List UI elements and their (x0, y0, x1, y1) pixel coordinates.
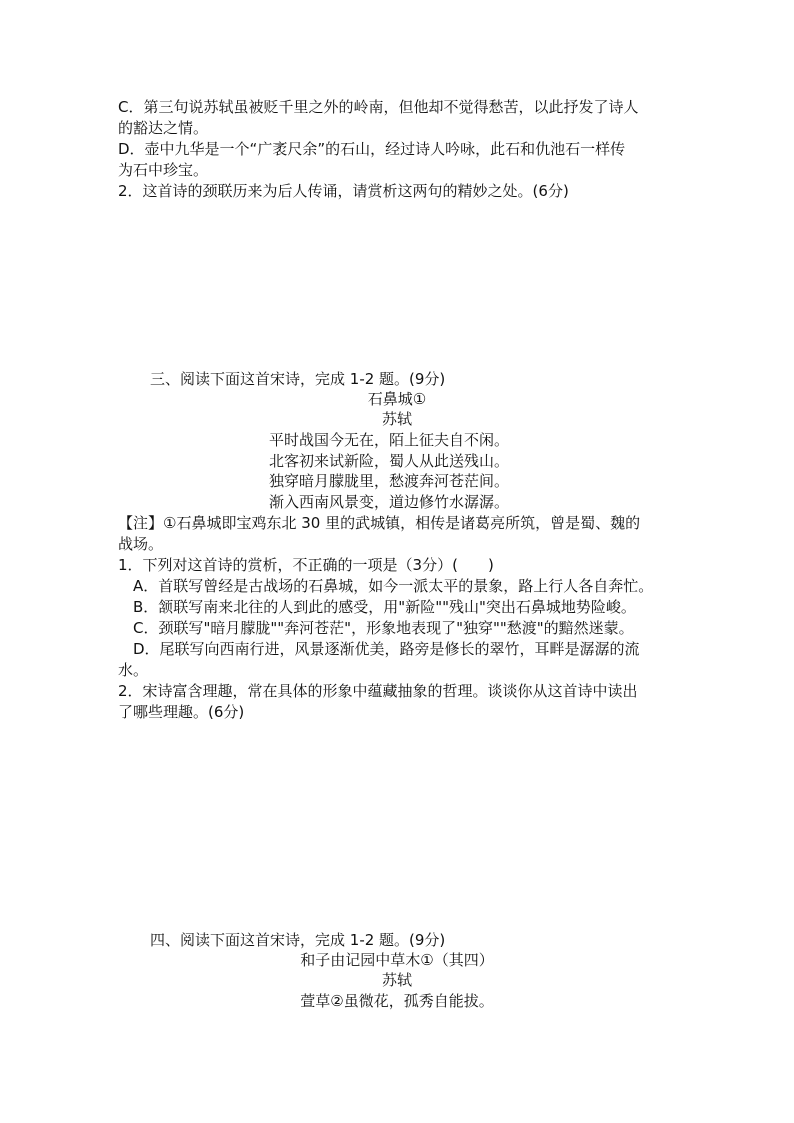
option-d-line-2: 水。 (118, 661, 149, 679)
option-d-line-1: D．壶中九华是一个“广袤尺余”的石山，经过诗人吟咏，此石和仇池石一样传 (118, 140, 626, 158)
option-d-line-1: D．尾联写向西南行进，风景逐渐优美，路旁是修长的翠竹，耳畔是潺潺的流 (133, 640, 640, 658)
annotation-note-line-1: 【注】①石鼻城即宝鸡东北 30 里的武城镇，相传是诸葛亮所筑，曾是蜀、魏的 (118, 514, 641, 532)
question-1-stem: 1．下列对这首诗的赏析，不正确的一项是（3分）( ) (118, 556, 494, 574)
poem-line-2: 北客初来试新险，蜀人从此送残山。 (269, 452, 510, 470)
option-c-line-1: C．第三句说苏轼虽被贬千里之外的岭南，但他却不觉得愁苦，以此抒发了诗人 (118, 98, 639, 116)
option-a: A．首联写曾经是古战场的石鼻城，如今一派太平的景象，路上行人各自奔忙。 (133, 577, 654, 595)
poem-author: 苏轼 (381, 971, 412, 989)
poem-line-1: 平时战国今无在，陌上征夫自不闲。 (269, 431, 510, 449)
poem-title: 石鼻城① (367, 390, 427, 408)
option-b: B．颔联写南来北往的人到此的感受，用"新险""残山"突出石鼻城地势险峻。 (133, 598, 636, 616)
option-c: C．颈联写"暗月朦胧""奔河苍茫"，形象地表现了"独穿""愁渡"的黯然迷蒙。 (133, 619, 634, 637)
question-2-line-2: 了哪些理趣。(6分) (118, 703, 245, 721)
poem-author: 苏轼 (381, 410, 412, 428)
poem-title: 和子由记园中草木①（其四） (300, 951, 494, 969)
option-c-line-2: 的豁达之情。 (118, 119, 209, 137)
question-2-appreciation: 2．这首诗的颈联历来为后人传诵，请赏析这两句的精妙之处。(6分) (118, 182, 569, 200)
poem-line-4: 渐入西南风景变，道边修竹水潺潺。 (269, 493, 510, 511)
poem-line-3: 独穿暗月朦胧里，愁渡奔河苍茫间。 (269, 472, 510, 490)
annotation-note-line-2: 战场。 (118, 535, 164, 553)
question-2-line-1: 2．宋诗富含理趣，常在具体的形象中蕴藏抽象的哲理。谈谈你从这首诗中读出 (118, 682, 638, 700)
section-4-heading: 四、阅读下面这首宋诗，完成 1-2 题。(9分) (150, 931, 446, 949)
option-d-line-2: 为石中珍宝。 (118, 161, 209, 179)
poem-line-1: 萱草②虽微花，孤秀自能拔。 (300, 992, 494, 1010)
section-3-heading: 三、阅读下面这首宋诗，完成 1-2 题。(9分) (150, 370, 446, 388)
